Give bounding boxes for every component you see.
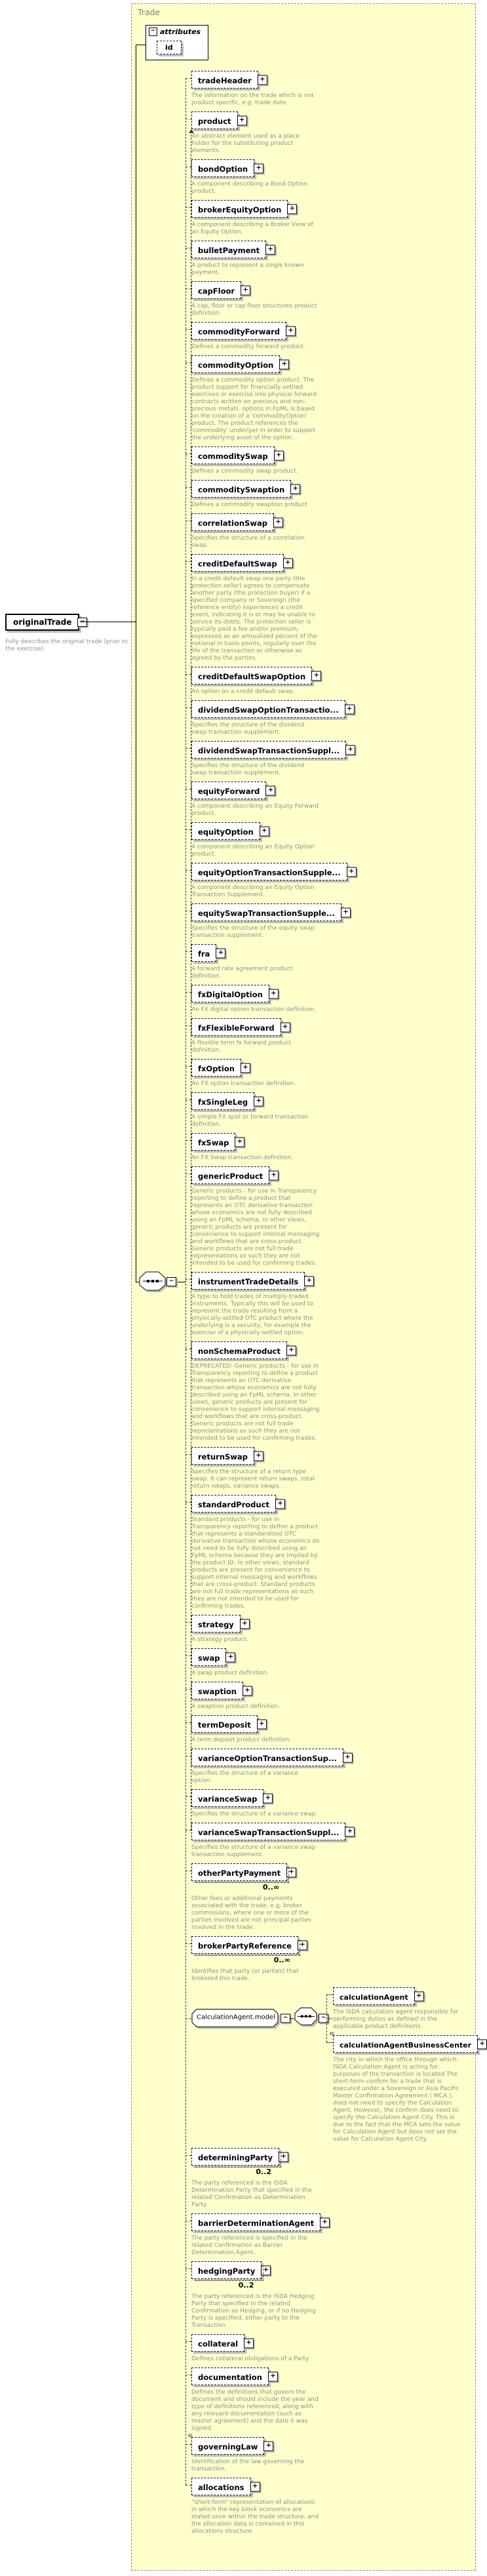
element-name: fxSingleLeg <box>198 1098 248 1107</box>
original-trade-box[interactable] <box>5 614 85 631</box>
element-name: fxFlexibleForward <box>198 1023 275 1033</box>
element-name: varianceOptionTransactionSup... <box>198 1754 337 1763</box>
element-node-fx-flexible-forward <box>191 1018 478 1054</box>
expand-icon[interactable]: + <box>414 1991 424 2001</box>
element-description: Specifies the structure of a variance option. <box>191 1770 299 1784</box>
element-box[interactable] <box>191 985 277 1002</box>
multiplicity-label: 0..2 <box>238 2281 254 2289</box>
expand-icon[interactable]: + <box>243 1686 252 1695</box>
element-name: swap <box>198 1654 220 1663</box>
element-box[interactable] <box>191 1018 288 1036</box>
expand-icon[interactable]: + <box>261 2265 271 2275</box>
element-description: The ISDA calculation agent responsible for performing duties as defined in the applicable product definitions. <box>333 2009 459 2030</box>
element-box[interactable] <box>191 1092 262 1110</box>
stub-line <box>185 2018 191 2019</box>
element-node-fx-digital-option <box>191 985 478 1014</box>
element-box[interactable] <box>191 1749 351 1766</box>
element-node-commodity-forward <box>191 322 478 351</box>
collapse-icon[interactable]: − <box>319 2014 328 2023</box>
element-box[interactable] <box>191 446 282 464</box>
trade-children-column <box>185 71 485 2540</box>
element-box[interactable] <box>191 1495 283 1513</box>
element-box[interactable] <box>191 241 273 258</box>
element-description: The city in which the office through which ISDA Calculation Agent is acting for purposes of the transaction is located The short-form confirm for a trade that is executed under a Sovereign or Asia Pacific Master Confirmation Agreement ( MCA ), does not need to specify the Calculation Agent. However, the confirm does need to specify the Calculation Agent City. This is due to the fact that the MCA sets the value for Calculation Agent but does not set the value for Calculation Agent City. <box>333 2057 461 2143</box>
expand-icon[interactable]: + <box>275 1499 285 1509</box>
calculation-agent-model-group-node <box>191 1987 485 2143</box>
element-box[interactable] <box>329 2031 485 2053</box>
element-name: commoditySwaption <box>198 485 285 494</box>
element-node-equity-option <box>191 822 478 858</box>
element-description: Generic products - for use in Transparency reporting to define a product that represents an OTC derivative transaction whose economics are not fully described using an FpML schema. In other views, generic products are present for convenience to support internal messaging and workflows that are cross-product. Generic products are not full trade representations as such they are not intended to be used for confirming trades. <box>191 1188 320 1267</box>
expand-icon[interactable]: + <box>257 1719 267 1729</box>
element-node-swaption <box>191 1682 478 1711</box>
element-description: Specifies the structure of a variance swap transaction supplement. <box>191 1844 316 1858</box>
element-box[interactable] <box>191 700 353 718</box>
element-node-governing-law <box>187 2432 478 2473</box>
substitution-arrow-icon <box>189 127 194 133</box>
sequence-octagon <box>139 1271 166 1292</box>
element-box[interactable] <box>191 1133 243 1151</box>
element-node-commodity-swaption <box>191 480 478 509</box>
element-name: standardProduct <box>198 1500 269 1509</box>
element-box[interactable] <box>191 2334 252 2352</box>
element-description: A component describing an Equity Option Transaction Supplement. <box>191 884 315 898</box>
expand-icon[interactable]: + <box>265 785 275 795</box>
element-name: barrierDeterminationAgent <box>198 2219 315 2228</box>
element-node-calculation-agent-business-center <box>329 2031 485 2143</box>
root-element-name: originalTrade <box>13 618 72 627</box>
element-description: Specifies the structure of a correlation swap. <box>191 535 305 549</box>
element-description: A term deposit product definition. <box>191 1737 292 1743</box>
element-name: brokerEquityOption <box>198 205 282 214</box>
element-description: DEPRECATED: Generic products - for use in Transparency reporting to define a product that represents an OTC derivative transaction whose economics are not fully described using an FpML schema. In other views, generic products are present for convenience to support internal messaging and workflows that are cross-product. Generic products are not full trade representations as such they are not intended to be used for confirming trades. <box>191 1363 320 1442</box>
expand-icon[interactable]: + <box>265 245 275 254</box>
element-description: An FX Swap transaction definition. <box>191 1155 294 1161</box>
expand-icon[interactable]: + <box>287 204 297 214</box>
element-node-fx-swap <box>191 1133 478 1162</box>
element-description: Defines collateral obiligations of a Party <box>191 2356 309 2362</box>
element-box[interactable] <box>191 1863 294 1881</box>
element-description: Defines a commodity option product. The product support for financially-settled exercises or exercise into physical forward contracts written on precious and non-precious metals. options in FpML is based on the creation of a 'commodityOption' product. The product references the 'commodity' underlyer in order to support the underlying asset of the option. <box>191 377 317 441</box>
element-name: capFloor <box>198 287 235 296</box>
element-description: Specifies the structure of a variance swap. <box>191 1811 318 1817</box>
element-description: Identification of the law governing the transaction. <box>191 2459 305 2472</box>
element-node-generic-product <box>191 1166 478 1267</box>
element-description: In a credit default swap one party (the protection seller) agrees to compensate another party (the protection buyer) if a specified company or Sovereign (the reference entity) experiences a credit event, indicating it is or may be unable to service its debts. The protection seller is typically paid a fee and/or premium, expressed as an annualized percent of the notional in basis points, regularly over the life of the transaction or otherwise as agreed by the parties. <box>191 576 317 662</box>
expand-icon[interactable]: + <box>286 326 296 336</box>
element-node-broker-party-reference <box>191 1936 478 1983</box>
element-name: fra <box>198 949 210 959</box>
element-node-commodity-option <box>191 355 478 442</box>
element-name: allocations <box>198 2483 244 2492</box>
element-node-bond-option <box>191 159 478 195</box>
element-description: Defines the definitions that govern the document and should include the year and type of definitions referenced, along with any relevant documentation (such as master agreement) and the date it was signed. <box>191 2389 319 2432</box>
element-name: commodityForward <box>198 327 281 336</box>
element-node-swap <box>191 1648 478 1677</box>
attributes-panel <box>146 25 208 60</box>
element-name: varianceSwapTransactionSuppl... <box>198 1828 340 1837</box>
element-box[interactable] <box>191 1166 277 1184</box>
type-frame-label: Trade <box>138 7 161 17</box>
element-box[interactable] <box>191 2148 286 2166</box>
expand-icon[interactable]: + <box>269 989 279 999</box>
element-box[interactable] <box>191 111 245 129</box>
element-description: Standard products - for use in Transparency reporting to define a product that represents a standardized OTC derivative transaction whose economics do not need to be fully described using an FpML schema because they are implied by the product ID. In other views, standard products are present for convenience to support internal messaging and workflows that are cross-product. Standard products are not full trade representations as such they are not intended to be used for confirming trades. <box>191 1516 320 1610</box>
element-box[interactable] <box>187 2432 272 2455</box>
expand-icon[interactable]: + <box>298 1940 307 1950</box>
element-node-strategy <box>191 1615 478 1644</box>
element-name: determiningParty <box>198 2153 273 2162</box>
attributes-header <box>149 28 205 36</box>
element-description: A product to represent a single known payment. <box>191 262 304 276</box>
element-name: fxOption <box>198 1064 235 1073</box>
expand-icon[interactable]: + <box>281 1022 290 1032</box>
element-description: A cap, floor or cap floor structures product definition. <box>191 303 317 317</box>
element-name: equitySwapTransactionSupple... <box>198 909 335 918</box>
element-name: dividendSwapTransactionSuppl... <box>198 746 340 755</box>
element-node-equity-swap-transaction-supple <box>191 903 478 940</box>
expand-icon[interactable]: + <box>263 1793 273 1803</box>
element-box[interactable] <box>191 1341 294 1359</box>
element-description: Specifies the structure of the dividend swap transaction supplement. <box>191 722 305 736</box>
element-name: collateral <box>198 2339 239 2348</box>
attributes-label: attributes <box>160 28 201 36</box>
element-description: A swaption product definition. <box>191 1703 281 1710</box>
expand-icon[interactable]: + <box>341 907 351 917</box>
element-description: Defines a commodity swaption product <box>191 502 307 508</box>
element-description: A swap product definition. <box>191 1670 269 1676</box>
element-description: The party referenced is specified in the related Confirmation as Barrier Determination Agent. <box>191 2235 307 2256</box>
element-box[interactable] <box>191 1823 353 1840</box>
element-node-return-swap <box>191 1447 478 1490</box>
element-description: An FX option transaction definition. <box>191 1080 296 1087</box>
element-box[interactable] <box>191 1615 248 1633</box>
model-group-name: CalculationAgent.model <box>197 2013 275 2021</box>
element-node-cap-floor <box>191 281 478 317</box>
model-group-connector <box>185 2007 332 2030</box>
expand-icon[interactable]: + <box>260 826 269 836</box>
expand-icon[interactable]: + <box>269 1170 279 1180</box>
expand-icon[interactable]: + <box>244 2338 254 2348</box>
collapse-icon[interactable]: − <box>281 2014 290 2023</box>
element-node-variance-swap <box>191 1789 478 1818</box>
element-name: equityOptionTransactionSupple... <box>198 868 341 877</box>
element-name: genericProduct <box>198 1172 263 1181</box>
expand-icon[interactable]: + <box>235 1137 244 1147</box>
element-description: The information on the trade which is not product specific, e.g. trade date. <box>191 92 314 106</box>
element-box[interactable] <box>191 1682 250 1699</box>
element-node-dividend-swap-option-transactio <box>191 700 478 736</box>
element-name: correlationSwap <box>198 519 267 528</box>
element-box[interactable] <box>191 554 291 572</box>
element-name: governingLaw <box>198 2442 258 2451</box>
sequence-connector-icon[interactable] <box>139 1271 176 1292</box>
element-name: bulletPayment <box>198 246 260 255</box>
element-node-instrument-trade-details <box>191 1272 478 1337</box>
expand-icon[interactable]: + <box>240 1619 250 1629</box>
attribute-name: id <box>165 43 173 52</box>
element-description: A component describing an Equity Forward product. <box>191 803 319 817</box>
expand-icon[interactable]: + <box>268 2371 278 2381</box>
element-node-product <box>191 111 478 155</box>
expand-icon[interactable]: + <box>345 704 355 714</box>
element-description: An option on a credit default swap. <box>191 688 295 695</box>
element-box[interactable] <box>191 2261 269 2279</box>
expand-icon[interactable]: + <box>241 285 250 295</box>
annotation-lines-icon: ≡ <box>329 2031 335 2038</box>
element-description: The party referenced is the ISDA Hedging Party that specified in the related Confirmation as Hedging, or if no Hedging Party is specified, either party to the Transaction. <box>191 2293 316 2329</box>
element-name: calculationAgentBusinessCenter <box>340 2041 472 2050</box>
element-name: otherPartyPayment <box>198 1869 281 1878</box>
expand-icon[interactable]: + <box>345 745 355 755</box>
element-description: Defines a commodity swap product. <box>191 468 298 475</box>
element-description: Other fees or additional payments associated with the trade, e.g. broker commissions, where one or more of the parties involved are not principal parties involved in the trade. <box>191 1895 311 1931</box>
element-node-barrier-determination-agent <box>191 2213 478 2257</box>
element-node-determining-party <box>191 2148 478 2209</box>
element-name: calculationAgent <box>340 1993 408 2002</box>
element-node-variance-option-transaction-sup <box>191 1749 478 1785</box>
element-box[interactable] <box>191 281 248 299</box>
element-box[interactable] <box>191 71 265 89</box>
element-name: instrumentTradeDetails <box>198 1277 299 1286</box>
expand-icon[interactable]: + <box>283 558 293 568</box>
element-description: Specifies the structure of the equity swap transaction supplement. <box>191 925 315 939</box>
element-description: The party referenced is the ISDA Determination Party that specified in the related Confirmation as Determination Party. <box>191 2180 312 2208</box>
element-node-fx-option <box>191 1059 478 1088</box>
element-box[interactable] <box>191 944 224 962</box>
multiplicity-label: 0..2 <box>256 2168 272 2176</box>
element-name: hedgingParty <box>198 2267 256 2276</box>
element-description: An abstract element used as a place holder for the substituting product elements. <box>191 133 300 154</box>
root-element-node <box>5 614 85 631</box>
expand-icon[interactable]: + <box>311 671 321 681</box>
element-description: A strategy product. <box>191 1636 248 1643</box>
expand-icon[interactable]: + <box>290 484 300 494</box>
element-node-equity-option-transaction-supple <box>191 863 478 899</box>
children-branch-line <box>185 78 186 2485</box>
element-box[interactable] <box>191 1715 265 1733</box>
element-box[interactable] <box>191 2213 328 2231</box>
element-node-credit-default-swap-option <box>191 667 478 696</box>
element-description: Specifies the structure of the dividend swap transaction supplement. <box>191 763 305 776</box>
element-name: fxDigitalOption <box>198 990 263 999</box>
element-name: bondOption <box>198 165 248 174</box>
element-box[interactable] <box>191 480 298 498</box>
expand-icon[interactable]: + <box>343 1753 353 1762</box>
attribute-box-id[interactable] <box>157 41 182 54</box>
element-name: returnSwap <box>198 1452 248 1461</box>
expand-icon[interactable]: + <box>258 75 267 85</box>
element-name: nonSchemaProduct <box>198 1347 281 1356</box>
element-box[interactable] <box>191 2478 258 2495</box>
element-box[interactable] <box>191 200 296 218</box>
expand-icon[interactable]: + <box>254 1451 263 1461</box>
expand-icon[interactable]: + <box>286 1867 296 1877</box>
element-description: Identifies that party (or parties) that brokered this trade. <box>191 1968 299 1982</box>
element-node-fx-single-leg <box>191 1092 478 1128</box>
expand-icon[interactable]: + <box>263 2441 273 2451</box>
expand-icon[interactable]: + <box>225 1652 235 1662</box>
element-box[interactable] <box>191 903 349 921</box>
multiplicity-label: 0..∞ <box>273 1956 290 1964</box>
element-name: fxSwap <box>198 1138 229 1147</box>
element-node-collateral <box>191 2334 478 2363</box>
expand-icon[interactable]: + <box>345 1827 355 1836</box>
expand-icon[interactable]: + <box>254 163 263 173</box>
expand-icon[interactable]: + <box>274 450 284 460</box>
element-node-other-party-payment <box>191 1863 478 1932</box>
element-box[interactable] <box>191 1789 271 1807</box>
element-description: "Short-form" representation of allocations in which the key block economics are stated once within the trade structure, and the allocation data is contained in this allocations structure. <box>191 2499 319 2535</box>
expand-icon[interactable]: + <box>286 1345 296 1355</box>
element-description: A component describing a Broker View of an Equity Option. <box>191 222 313 235</box>
expand-icon[interactable]: + <box>254 1096 263 1106</box>
element-box[interactable] <box>191 159 262 177</box>
element-name: dividendSwapOptionTransactio... <box>198 705 339 715</box>
expand-icon[interactable]: + <box>273 517 283 527</box>
expand-icon[interactable]: + <box>237 115 247 125</box>
element-box[interactable] <box>191 782 274 799</box>
collapse-icon[interactable]: − <box>149 28 157 36</box>
expand-icon[interactable]: + <box>279 2152 288 2162</box>
element-node-documentation <box>191 2368 478 2432</box>
element-description: A component describing a Bond Option product. <box>191 181 307 195</box>
group-children-column <box>326 1987 485 2143</box>
element-node-non-schema-product <box>191 1341 478 1442</box>
element-description: Specifies the structure of a return type swap. It can represent return swaps, total return swaps, variance swaps. <box>191 1469 315 1490</box>
element-node-dividend-swap-transaction-suppl <box>191 741 478 777</box>
element-box[interactable] <box>191 2368 276 2385</box>
element-box[interactable] <box>191 741 353 759</box>
element-name: creditDefaultSwap <box>198 559 277 568</box>
element-name: commodityOption <box>198 361 274 370</box>
element-description: A simple FX spot or forward transaction definition. <box>191 1114 309 1128</box>
expand-icon[interactable]: + <box>241 1063 250 1073</box>
element-box[interactable] <box>191 1648 234 1666</box>
group-branch-line <box>326 1994 327 2042</box>
expand-icon[interactable]: + <box>279 359 289 369</box>
element-node-bullet-payment <box>191 241 478 277</box>
element-name: commoditySwap <box>198 452 268 461</box>
element-node-trade-header <box>191 71 478 107</box>
element-box[interactable] <box>191 1936 305 1954</box>
sequence-connector-icon[interactable] <box>294 2007 319 2030</box>
expand-icon[interactable]: + <box>320 2217 330 2227</box>
element-node-commodity-swap <box>191 446 478 475</box>
element-name: product <box>198 117 231 126</box>
element-box[interactable] <box>191 513 281 531</box>
expand-icon[interactable]: + <box>477 2039 487 2049</box>
collapse-icon[interactable]: − <box>166 1277 176 1286</box>
element-node-hedging-party <box>191 2261 478 2329</box>
element-name: documentation <box>198 2373 262 2382</box>
element-node-credit-default-swap <box>191 554 478 662</box>
element-box[interactable] <box>191 822 267 840</box>
element-node-variance-swap-transaction-suppl <box>191 1823 478 1859</box>
element-description: A flexible term fx forward product definition. <box>191 1040 292 1054</box>
collapse-icon[interactable]: − <box>77 618 87 627</box>
element-box[interactable] <box>191 322 294 340</box>
element-name: equityForward <box>198 787 260 796</box>
element-box[interactable] <box>191 1059 248 1077</box>
element-node-allocations <box>191 2478 478 2535</box>
sequence-octagon <box>294 2007 319 2027</box>
element-name: swaption <box>198 1687 237 1696</box>
expand-icon[interactable]: + <box>250 2482 260 2491</box>
element-name: strategy <box>198 1620 234 1629</box>
element-description: Defines a commodity forward product. <box>191 344 305 350</box>
element-description: A forward rate agreement product definition. <box>191 966 293 980</box>
element-description: A type to hold trades of multiply-traded instruments. Typically this will be used to represent the trade resulting from a physically-settled OTC product where the underlying is a security, for example the exercise of a physically-settled option. <box>191 1294 313 1336</box>
element-node-term-deposit <box>191 1715 478 1744</box>
element-node-equity-forward <box>191 782 478 818</box>
element-name: brokerPartyReference <box>198 1941 292 1951</box>
element-description: An FX digital option transaction definition. <box>191 1006 317 1013</box>
element-box[interactable] <box>191 667 319 684</box>
annotation-lines-icon: ≡ <box>187 2432 193 2440</box>
element-description: A component describing an Equity Option product. <box>191 844 315 858</box>
element-node-calculation-agent <box>333 1987 478 2031</box>
expand-icon[interactable]: + <box>216 948 225 958</box>
element-name: termDeposit <box>198 1720 251 1730</box>
element-box[interactable] <box>191 1272 312 1290</box>
element-name: varianceSwap <box>198 1794 258 1804</box>
element-node-broker-equity-option <box>191 200 478 236</box>
element-node-correlation-swap <box>191 513 478 549</box>
element-node-standard-product <box>191 1495 478 1610</box>
root-element-description: Fully describes the original trade (prior to the exercise). <box>5 639 128 652</box>
element-node-fra <box>191 944 478 980</box>
element-box[interactable] <box>191 1447 262 1465</box>
model-group-box[interactable] <box>191 2009 281 2029</box>
multiplicity-label: 0..∞ <box>262 1883 280 1892</box>
element-box[interactable] <box>191 863 355 881</box>
element-name: creditDefaultSwapOption <box>198 672 306 681</box>
element-box[interactable] <box>191 355 287 373</box>
expand-icon[interactable]: + <box>304 1276 314 1286</box>
element-box[interactable] <box>333 1987 422 2005</box>
element-name: equityOption <box>198 827 254 837</box>
element-name: tradeHeader <box>198 76 252 85</box>
expand-icon[interactable]: + <box>347 867 357 877</box>
